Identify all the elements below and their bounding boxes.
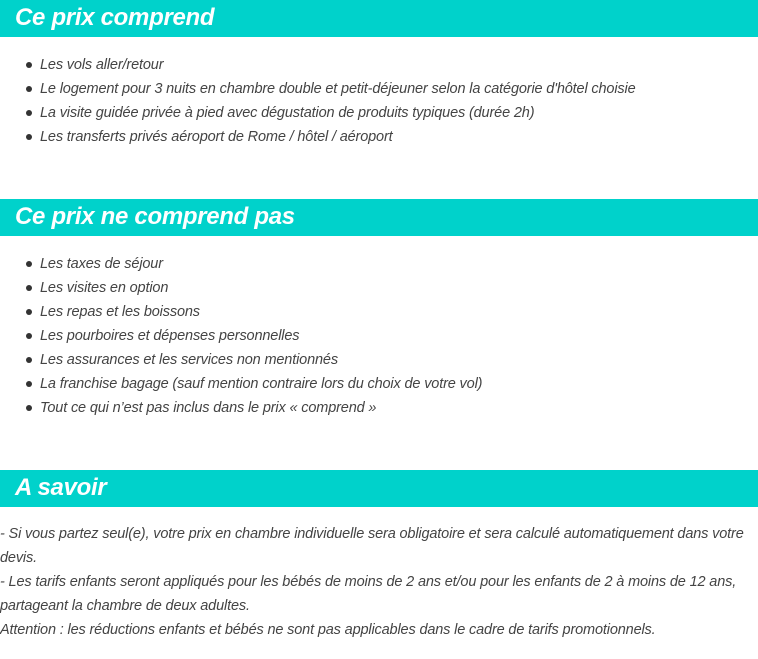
list-item: Les vols aller/retour bbox=[0, 53, 636, 77]
list-item: Le logement pour 3 nuits en chambre double et petit-déjeuner selon la catégorie d'hôtel choisie bbox=[0, 77, 636, 101]
section-header-included bbox=[0, 0, 758, 37]
list-item: Tout ce qui n’est pas inclus dans le prix « comprend » bbox=[0, 396, 482, 420]
excluded-list bbox=[0, 252, 482, 420]
info-paragraph-attention: Attention : les réductions enfants et bébés ne sont pas applicables dans le cadre de tarifs promotionnels. bbox=[0, 622, 656, 638]
list-item: Les visites en option bbox=[0, 276, 482, 300]
bullet-icon bbox=[26, 285, 32, 291]
bullet-icon bbox=[26, 261, 32, 267]
info-text-block bbox=[0, 522, 758, 642]
section-header-excluded bbox=[0, 199, 758, 236]
list-item: Les assurances et les services non mentionnés bbox=[0, 348, 482, 372]
list-item: Les repas et les boissons bbox=[0, 300, 482, 324]
section-title-info: A savoir bbox=[15, 474, 107, 501]
bullet-icon bbox=[26, 381, 32, 387]
bullet-icon bbox=[26, 357, 32, 363]
info-paragraph-single-supplement: - Si vous partez seul(e), votre prix en chambre individuelle sera obligatoire et sera calculé automatiquement dans votre devis. bbox=[0, 526, 744, 566]
bullet-icon bbox=[26, 86, 32, 92]
section-header-info bbox=[0, 470, 758, 507]
bullet-icon bbox=[26, 333, 32, 339]
bullet-icon bbox=[26, 134, 32, 140]
list-item: La franchise bagage (sauf mention contraire lors du choix de votre vol) bbox=[0, 372, 482, 396]
list-item: Les pourboires et dépenses personnelles bbox=[0, 324, 482, 348]
section-title-included: Ce prix comprend bbox=[15, 4, 215, 31]
list-item: Les transferts privés aéroport de Rome / hôtel / aéroport bbox=[0, 125, 636, 149]
info-paragraph-child-rates: - Les tarifs enfants seront appliqués pour les bébés de moins de 2 ans et/ou pour les enfants de 2 à moins de 12 ans, partageant la chambre de deux adultes. bbox=[0, 574, 737, 614]
bullet-icon bbox=[26, 110, 32, 116]
list-item: La visite guidée privée à pied avec dégustation de produits typiques (durée 2h) bbox=[0, 101, 636, 125]
bullet-icon bbox=[26, 62, 32, 68]
bullet-icon bbox=[26, 309, 32, 315]
included-list bbox=[0, 53, 636, 149]
section-title-excluded: Ce prix ne comprend pas bbox=[15, 203, 295, 230]
bullet-icon bbox=[26, 405, 32, 411]
list-item: Les taxes de séjour bbox=[0, 252, 482, 276]
